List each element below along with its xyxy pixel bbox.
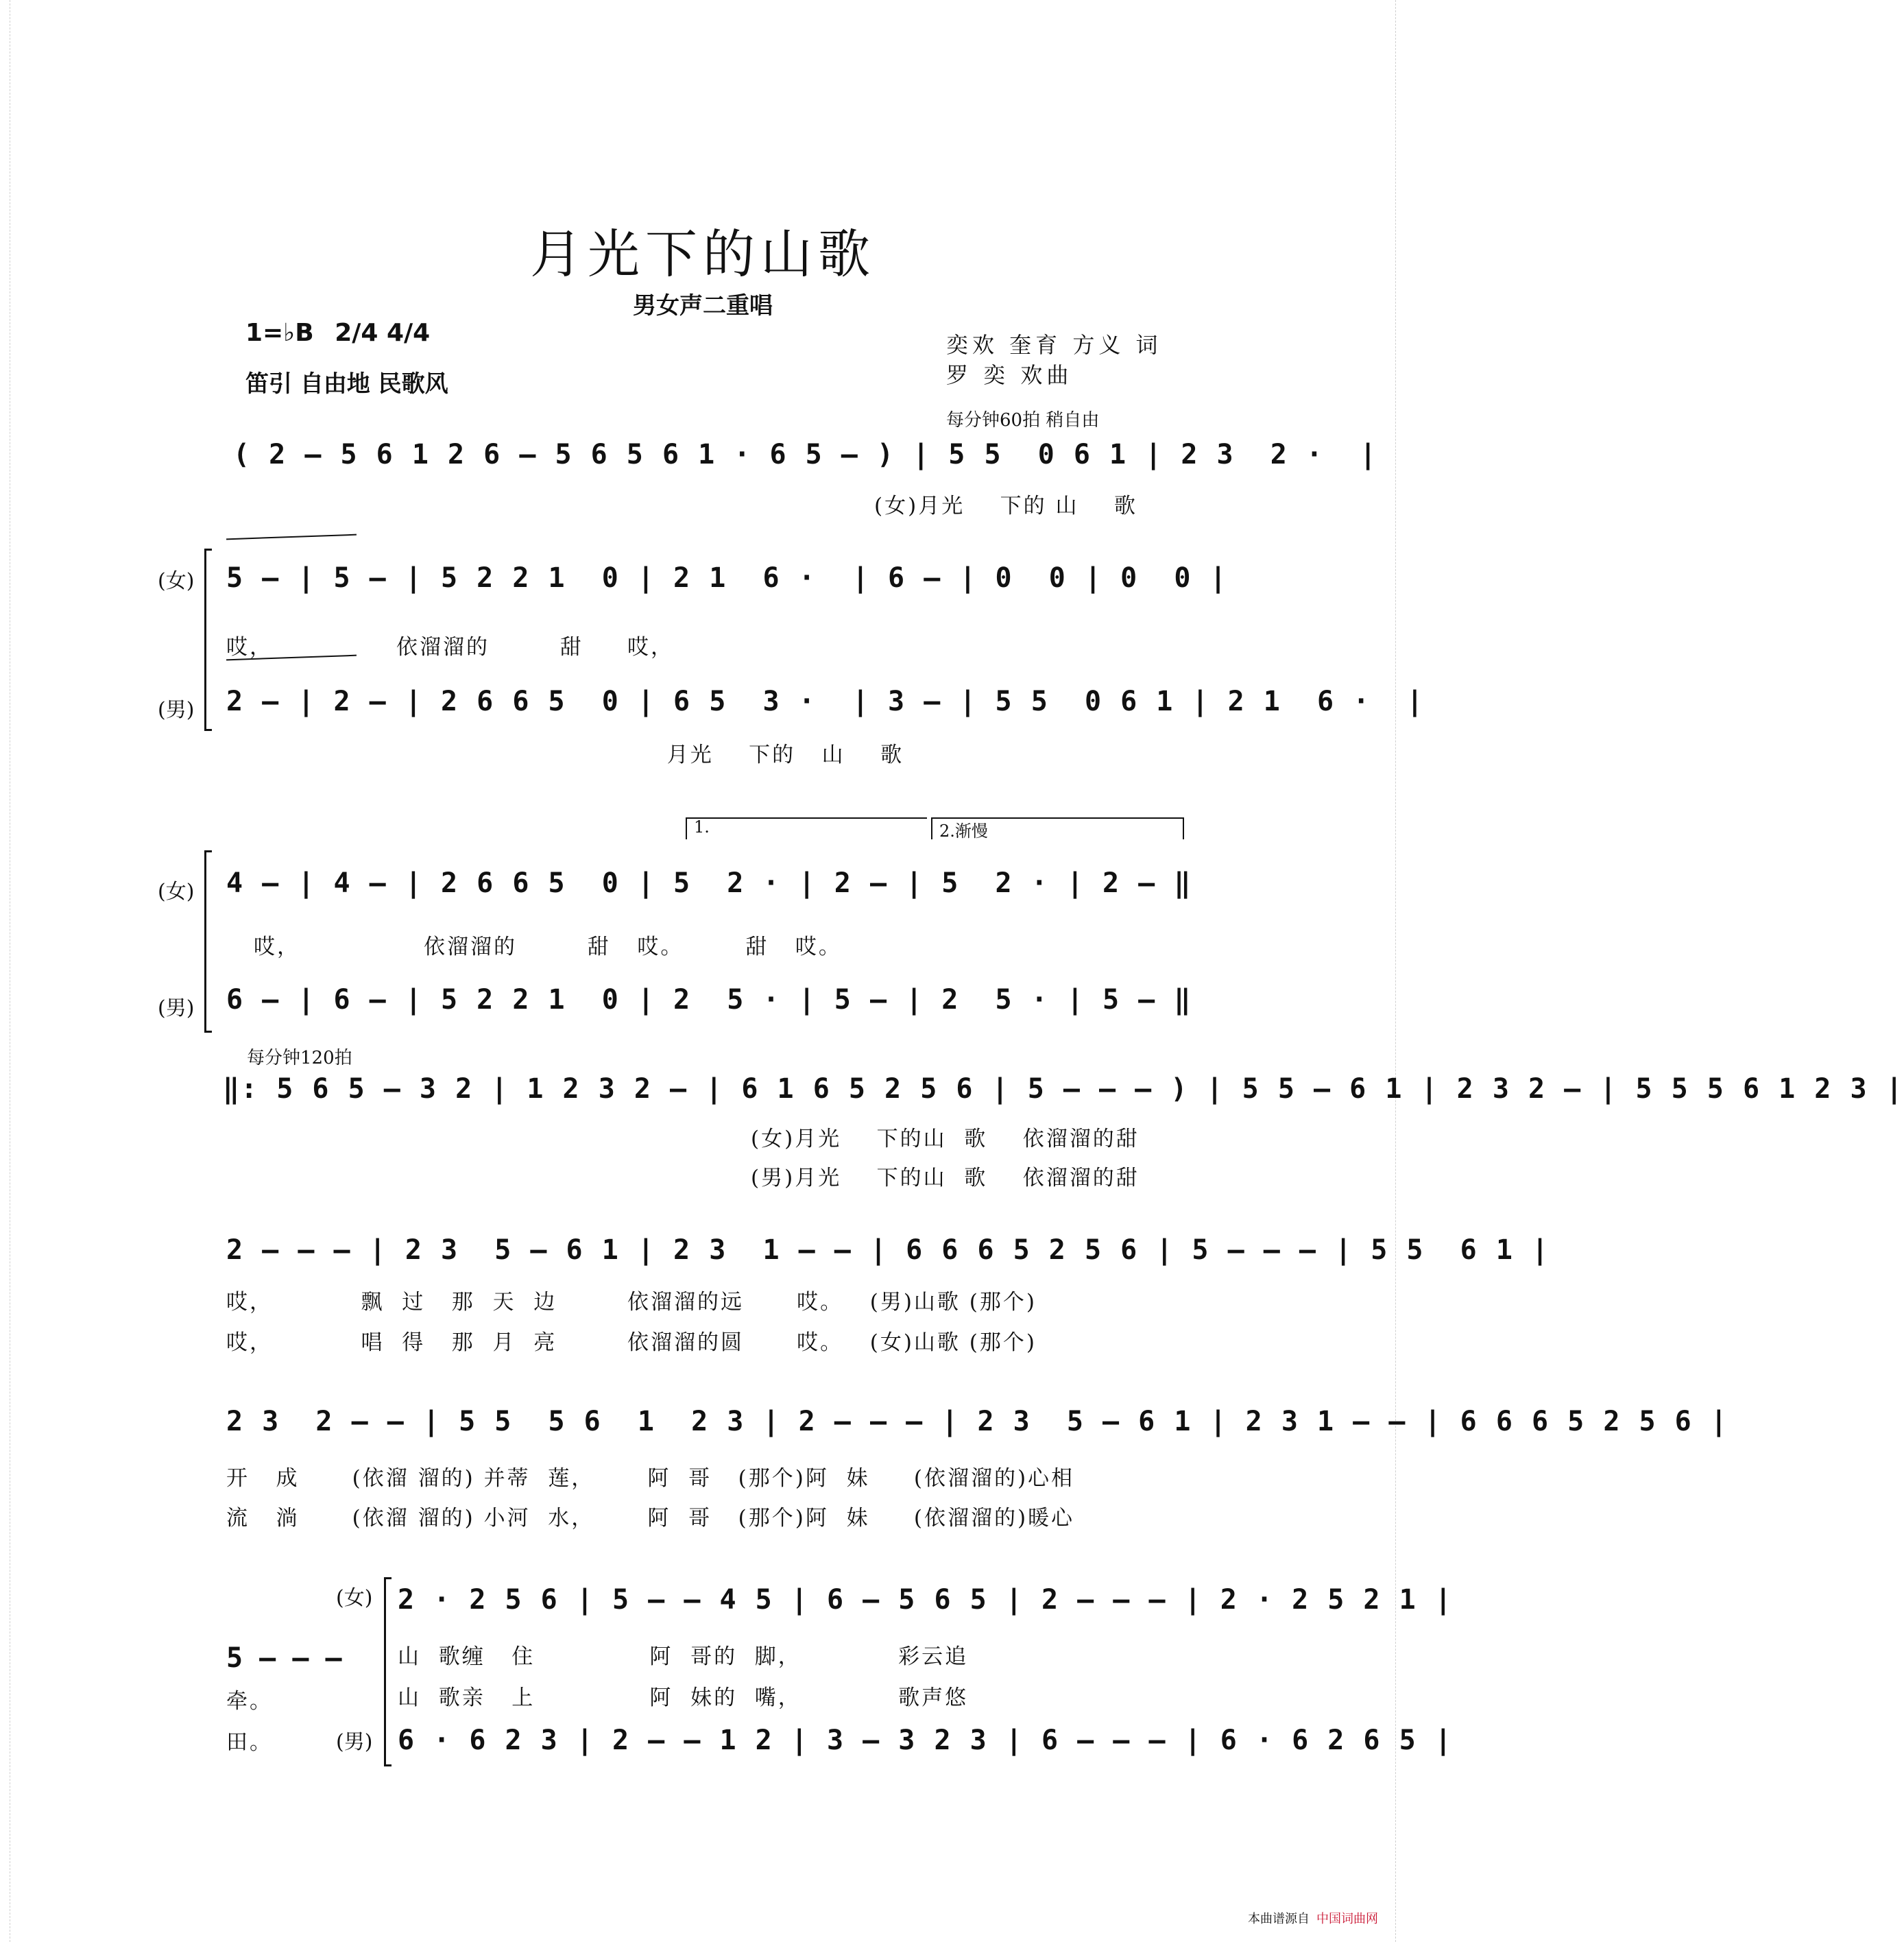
footer-source: 本曲谱源自 <box>1248 1912 1310 1926</box>
tempo-mark-120: 每分钟120拍 <box>247 1048 352 1068</box>
page-title: 月光下的山歌 <box>530 224 876 285</box>
notation-text: 2 — | 2 — | 2 6 6 5 0 | 6 5 3 · | 3 — | 5 5 0 6 1 | 2 1 6 · | <box>226 686 1425 717</box>
time-signature: 2/4 4/4 <box>335 319 431 347</box>
female-part-label: (女) <box>336 1586 373 1610</box>
lyric-line-verse1: 山 歌缠 住 阿 哥的 脚， 彩云追 <box>398 1644 969 1669</box>
lyric-line-verse1: 哎， 飘 过 那 天 边 依溜溜的远 哎。 (男)山歌 (那个) <box>226 1290 1037 1315</box>
lyric-line-verse2: 哎， 唱 得 那 月 亮 依溜溜的圆 哎。 (女)山歌 (那个) <box>226 1330 1037 1355</box>
tempo-mark-60: 每分钟60拍 稍自由 <box>946 410 1100 431</box>
lyric-line-female: (女)月光 下的山 歌 依溜溜的甜 <box>751 1127 1140 1151</box>
key-signature: 1=♭B <box>245 319 314 347</box>
tail-lyric-1: 牵。 <box>226 1689 273 1714</box>
notation-text: 4 — | 4 — | 2 6 6 5 0 | 5 2 · | 2 — | 5 2 · | 2 — ‖ <box>226 867 1192 899</box>
score-line-6 <box>0 1406 1728 1454</box>
notation-text: ‖: 5 6 5 — 3 2 | 1 2 3 2 — | 6 1 6 5 2 5 6 | 5 — — — ) | 5 5 — 6 1 | 2 3 2 — | 5 5 5 6 1 2 3 | <box>223 1073 1904 1105</box>
ending-label-2: 2.渐慢 <box>939 822 988 841</box>
ending-bracket-1 <box>686 817 927 839</box>
intro-marking: 笛引 自由地 民歌风 <box>245 370 448 398</box>
key-time-signature <box>245 319 430 347</box>
notation-text: 6 · 6 2 3 | 2 — — 1 2 | 3 — 3 2 3 | 6 — — — | 6 · 6 2 6 5 | <box>398 1725 1453 1756</box>
male-part-label: (男) <box>158 996 195 1020</box>
notation-text: 5 — | 5 — | 5 2 2 1 0 | 2 1 6 · | 6 — | 0 0 | 0 0 | <box>226 562 1228 594</box>
ending-label-1: 1. <box>694 817 710 837</box>
score-line-male <box>0 984 1406 1032</box>
lyric-line-male: (男)月光 下的山 歌 依溜溜的甜 <box>751 1166 1140 1190</box>
crescendo-hairpin <box>226 534 357 540</box>
lyric-line: 哎， 依溜溜的 甜 哎， <box>226 635 675 660</box>
male-part-label: (男) <box>158 698 195 722</box>
composer-credit: 罗 奕 欢曲 <box>946 362 1073 388</box>
score-line-male <box>0 1725 1453 1773</box>
ending-bracket-2 <box>931 817 1184 839</box>
tail-notes: 5 — — — <box>226 1642 342 1674</box>
lyric-line: (女)月光 下的 山 歌 <box>874 494 1137 518</box>
page-subtitle: 男女声二重唱 <box>633 292 773 320</box>
notation-text: 2 · 2 5 6 | 5 — — 4 5 | 6 — 5 6 5 | 2 — — — | 2 · 2 5 2 1 | <box>398 1584 1453 1616</box>
score-line-male <box>0 686 1425 734</box>
notation-text: 6 — | 6 — | 5 2 2 1 0 | 2 5 · | 5 — | 2 5 · | 5 — ‖ <box>226 984 1192 1016</box>
score-line-4 <box>0 1073 1904 1121</box>
lyric-line: 哎， 依溜溜的 甜 哎。 甜 哎。 <box>254 935 842 959</box>
lyric-line: 月光 下的 山 歌 <box>226 743 904 767</box>
notation-text: 2 — — — | 2 3 5 — 6 1 | 2 3 1 — — | 6 6 6 5 2 5 6 | 5 — — — | 5 5 6 1 | <box>226 1234 1550 1266</box>
lyric-line-verse2: 山 歌亲 上 阿 妹的 嘴， 歌声悠 <box>398 1686 969 1710</box>
female-part-label: (女) <box>158 569 195 593</box>
notation-text: 2 3 2 — — | 5 5 5 6 1 2 3 | 2 — — — | 2 3 5 — 6 1 | 2 3 1 — — | 6 6 6 5 2 5 6 | <box>226 1406 1728 1437</box>
female-part-label: (女) <box>158 880 195 904</box>
score-line-5 <box>0 1234 1550 1282</box>
male-part-label: (男) <box>336 1730 373 1754</box>
score-line-female <box>0 867 1406 915</box>
page-footer <box>1248 1909 1378 1927</box>
lyric-line-verse1: 开 成 (依溜 溜的) 并蒂 莲， 阿 哥 (那个)阿 妹 (依溜溜的)心相 <box>226 1466 1075 1491</box>
lyric-line-verse2: 流 淌 (依溜 溜的) 小河 水， 阿 哥 (那个)阿 妹 (依溜溜的)暖心 <box>226 1506 1075 1531</box>
tail-lyric-2: 田。 <box>226 1730 273 1755</box>
score-line-1 <box>0 439 1406 487</box>
score-line-female <box>0 562 1406 610</box>
footer-brand: 中国词曲网 <box>1316 1912 1378 1926</box>
score-line-female <box>0 1584 1453 1632</box>
notation-text: ( 2 — 5 6 1 2 6 — 5 6 5 6 1 · 6 5 — ) | 5 5 0 6 1 | 2 3 2 · | <box>233 439 1378 470</box>
lyricist-credit: 奕欢 奎育 方义 词 <box>946 332 1162 358</box>
